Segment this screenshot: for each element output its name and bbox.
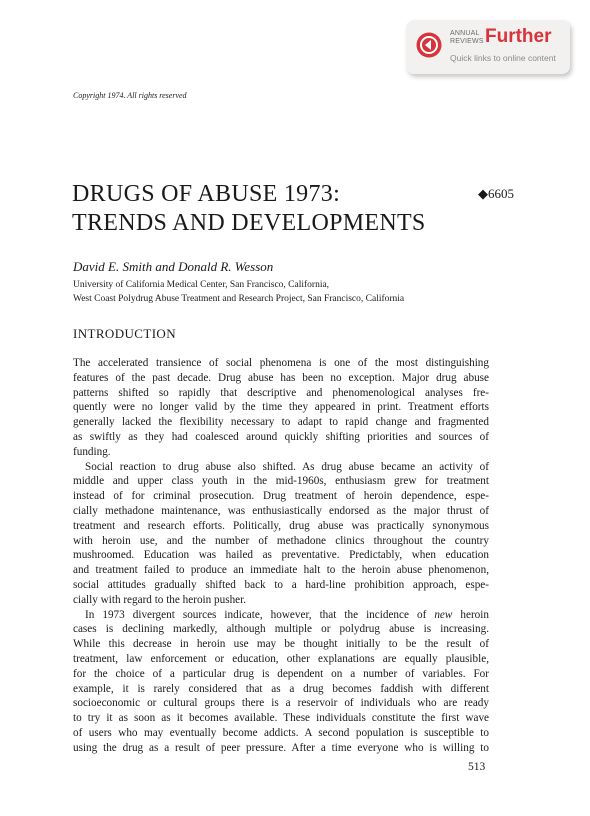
annual-reviews-logo-icon <box>416 32 442 58</box>
text-line: cially methadone maintenance, was enthusiastically endorsed as the major thrust of <box>73 504 489 517</box>
body-text <box>73 356 489 756</box>
badge-subtitle: Quick links to online content <box>450 53 556 63</box>
affiliation-line: West Coast Polydrug Abuse Treatment and Research Project, San Francisco, California <box>73 294 405 304</box>
text-line: quently were no longer valid by the time they appeared in print. Treatment efforts <box>73 401 489 414</box>
text-line: middle and upper class youth in the mid-1960s, enthusiasm grew for treatment <box>73 475 489 488</box>
badge-reviews-label: REVIEWS <box>450 38 484 45</box>
text-line: cially with regard to the heroin pusher. <box>73 593 247 606</box>
text-line: Social reaction to drug abuse also shifted. As drug abuse became an activity of <box>85 460 489 473</box>
badge-further-title: Further <box>485 26 552 47</box>
text-line: and treatment failed to produce an immediate halt to the heroin abuse phenomenon, <box>73 564 489 577</box>
text-line: as swiftly as they had coalesced around quickly shifting priorities and sources of <box>73 430 489 443</box>
text-line: social attitudes gradually shifted back to a hard-line prohibition approach, espe- <box>73 578 489 591</box>
text-line <box>73 608 489 623</box>
affiliation-line: University of California Medical Center, San Francisco, California, <box>73 280 330 290</box>
text-line: features of the past decade. Drug abuse has been no exception. Major drug abuse <box>73 371 489 384</box>
emphasis-new: new <box>434 608 453 621</box>
text-line: instead of for criminal prosecution. Drug treatment of heroin dependence, espe- <box>73 490 489 503</box>
text-line: While this decrease in heroin use may be thought initially to be the result of <box>73 638 489 651</box>
text-line: generally lacked the flexibility necessary to adapt to rapid change and fragmented <box>73 416 489 429</box>
text-line: with heroin use, and the number of methadone clinics throughout the country <box>73 534 489 547</box>
title-line: DRUGS OF ABUSE 1973: <box>72 181 341 207</box>
text-fragment: heroin <box>452 608 489 621</box>
title-line: TRENDS AND DEVELOPMENTS <box>72 210 426 236</box>
page-number: 513 <box>468 761 486 773</box>
text-line: treatment and research efforts. Politically, drug abuse was practically synonymous <box>73 519 489 532</box>
text-line: socioeconomic or cultural groups there is a reservoir of individuals who are ready <box>73 697 489 710</box>
badge-annual-label: ANNUAL <box>450 30 480 37</box>
article-title <box>72 180 426 238</box>
text-line: example, it is rarely considered that as a drug becomes faddish with different <box>73 682 489 695</box>
text-line: patterns shifted so rapidly that descriptive and phenomenological analyses fre- <box>73 386 489 399</box>
text-line: funding. <box>73 445 111 458</box>
further-badge-link[interactable] <box>406 20 570 74</box>
section-heading: INTRODUCTION <box>73 326 177 341</box>
text-fragment: In 1973 divergent sources indicate, however, that the incidence of <box>85 608 435 621</box>
article-number: ◆6605 <box>478 186 514 201</box>
text-line: treatment, law enforcement or education, other explanations are equally plausible, <box>73 652 489 665</box>
text-line: for the choice of a particular drug is dependent on a number of variables. For <box>73 667 489 680</box>
text-line: cases is declining markedly, although multiple or polydrug abuse is increasing. <box>73 623 489 636</box>
text-line: using the drug as a result of peer pressure. After a time everyone who is willing to <box>73 741 489 754</box>
text-line: mushroomed. Education was hailed as preventative. Predictably, when education <box>73 549 489 562</box>
copyright-notice: Copyright 1974. All rights reserved <box>73 91 187 100</box>
text-line: to try it as soon as it becomes available. These individuals constitute the first wave <box>73 712 489 725</box>
text-line: The accelerated transience of social phenomena is one of the most distinguishing <box>73 357 489 369</box>
authors: David E. Smith and Donald R. Wesson <box>73 259 274 274</box>
text-line: of users who may eventually become addicts. A second population is susceptible to <box>73 726 489 739</box>
